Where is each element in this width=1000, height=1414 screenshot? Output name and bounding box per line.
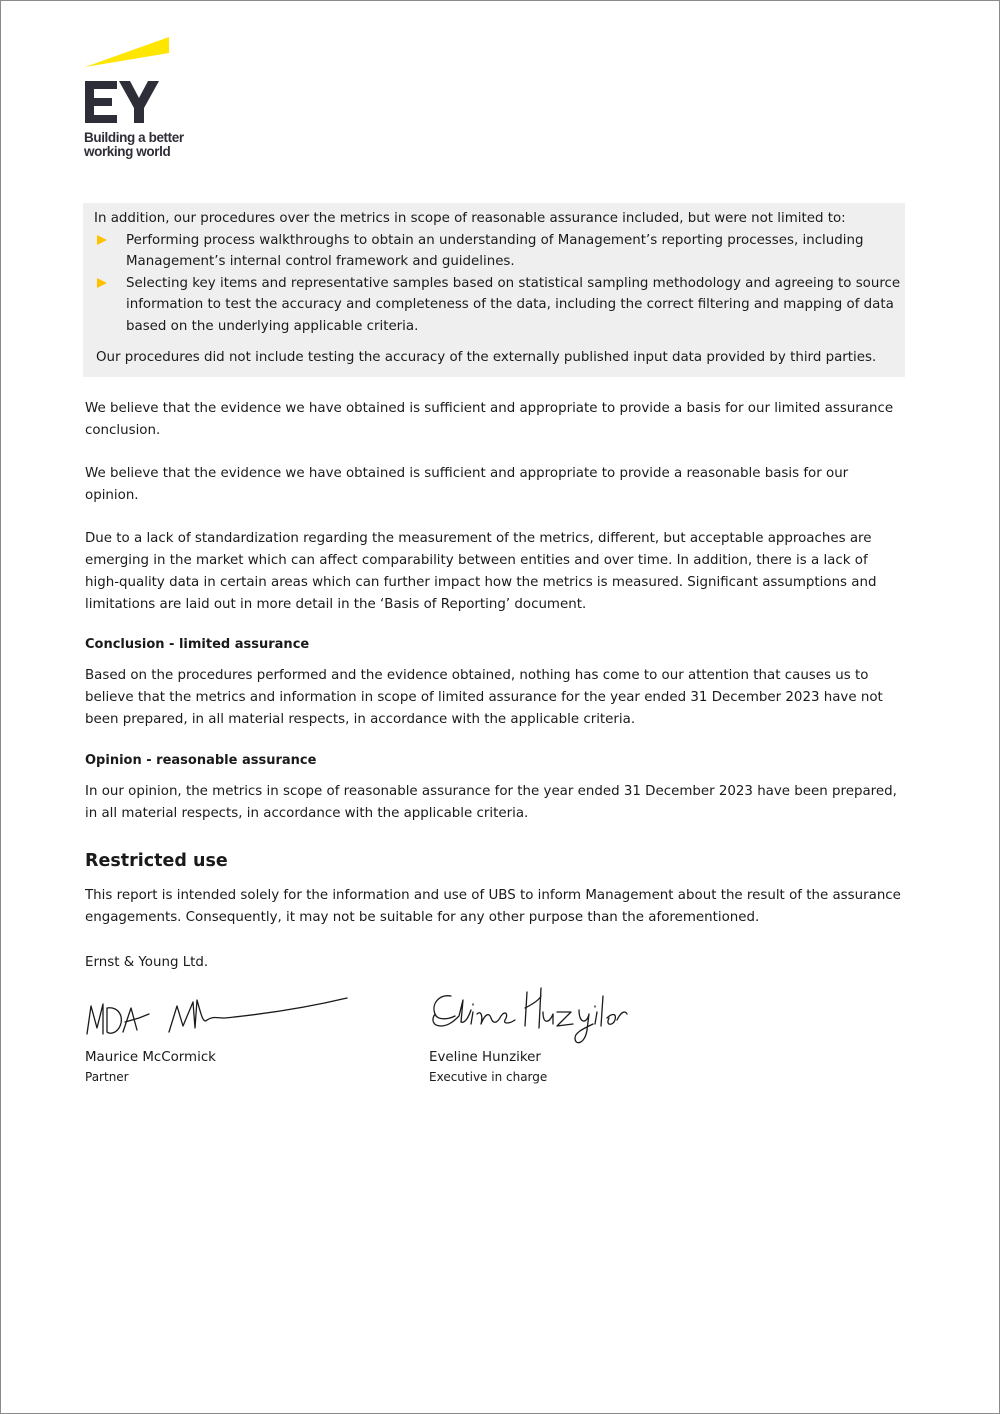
conclusion-heading: Conclusion - limited assurance <box>85 637 310 652</box>
signatory-name: Maurice McCormick <box>85 1050 216 1065</box>
limited-evidence-paragraph: We believe that the evidence we have obtained is sufficient and appropriate to provide a basis for our limited assurance conclusion. <box>85 401 894 438</box>
triangle-bullet-icon <box>97 278 107 288</box>
ey-logo-mark <box>83 35 203 127</box>
tagline-line-2: working world <box>84 144 171 159</box>
signatory-role: Partner <box>85 1070 129 1084</box>
handwritten-signature-icon <box>429 984 649 1048</box>
procedure-item-text: Selecting key items and representative samples based on statistical sampling methodology and agreeing to source information to test the accuracy and completeness of the data, including the correct filtering and mapping of data based on the underlying applicable criteria. <box>126 275 901 334</box>
signatory-name: Eveline Hunziker <box>429 1050 541 1065</box>
signatory-block <box>85 984 365 1086</box>
handwritten-signature-icon <box>85 984 365 1048</box>
procedures-outro: Our procedures did not include testing the accuracy of the externally published input data provided by third parties. <box>96 350 877 365</box>
reasonable-evidence-paragraph: We believe that the evidence we have obtained is sufficient and appropriate to provide a reasonable basis for our opinion. <box>85 466 849 503</box>
brand-tagline <box>84 131 204 159</box>
opinion-heading: Opinion - reasonable assurance <box>85 753 317 768</box>
signatory-role: Executive in charge <box>429 1070 548 1084</box>
conclusion-paragraph: Based on the procedures performed and the evidence obtained, nothing has come to our attention that causes us to believe that the metrics and information in scope of limited assurance for the year ended 31 December 2023 have not been prepared, in all material respects, in accordance with the applicable criteria. <box>85 668 883 727</box>
opinion-paragraph: In our opinion, the metrics in scope of reasonable assurance for the year ended 31 December 2023 have been prepared, in all material respects, in accordance with the applicable criteria. <box>85 784 897 821</box>
ey-logo <box>83 35 203 165</box>
procedures-list <box>94 230 905 338</box>
procedures-box <box>83 203 905 377</box>
standardization-paragraph: Due to a lack of standardization regarding the measurement of the metrics, different, but acceptable approaches are emerging in the market which can affect comparability between entities and over time. In addition, there is a lack of high-quality data in certain areas which can further impact how the metrics is measured. Significant assumptions and limitations are laid out in more detail in the ‘Basis of Reporting’ document. <box>85 531 877 612</box>
triangle-bullet-icon <box>97 235 107 245</box>
firm-name: Ernst & Young Ltd. <box>85 955 209 970</box>
procedures-intro: In addition, our procedures over the metrics in scope of reasonable assurance included, but were not limited to: <box>94 211 846 226</box>
tagline-line-1: Building a better <box>84 130 184 145</box>
procedure-item-text: Performing process walkthroughs to obtain an understanding of Management’s reporting processes, including Management’s internal control framework and guidelines. <box>126 232 864 269</box>
restricted-use-paragraph: This report is intended solely for the information and use of UBS to inform Management about the result of the assurance engagements. Consequently, it may not be suitable for any other purpose than the aforementioned. <box>85 888 901 925</box>
restricted-use-heading: Restricted use <box>85 851 228 871</box>
signatory-block <box>429 984 649 1086</box>
procedure-item <box>94 230 905 273</box>
procedure-item <box>94 273 905 338</box>
